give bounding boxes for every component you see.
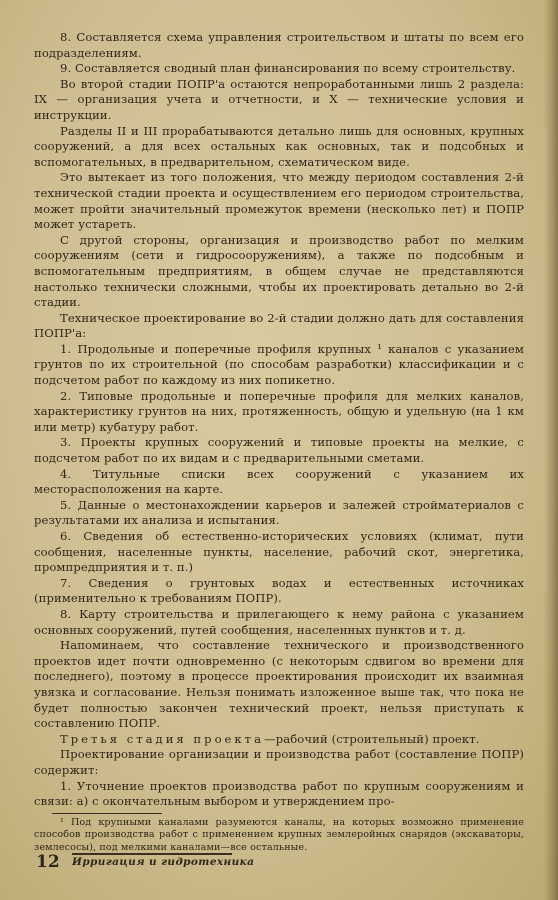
page-footer <box>36 852 516 876</box>
body-text <box>34 30 524 854</box>
footnote-text: ¹ Под крупными каналами разумеются каналы, на которых возможно применение способов производства работ с применением крупных землеройных снарядов (экскаваторы, землесосы), под мелкими каналами—все остальные. <box>34 816 524 853</box>
footnote <box>34 817 524 854</box>
list-item: 1. Продольные и поперечные профиля крупных ¹ каналов с указанием грунтов по их строительной (по способам разработки) классификации и с подсчетом работ по каждому из них попикетно. <box>34 341 524 388</box>
list-item: 7. Сведения о грунтовых водах и естественных источниках (применительно к требованиям ПОПР). <box>34 575 524 606</box>
paragraph: Разделы II и III прорабатываются детально лишь для основных, крупных сооружений, а для всех остальных как основных, так и подсобных и вспомогательных, в предварительном, схематическом виде. <box>34 123 524 169</box>
paragraph: Это вытекает из того положения, что между периодом составления 2-й технической стадии проекта и осуществлением его периодом строительства, может пройти значительный промежуток времени (несколько лет) и ПОПР может устареть. <box>34 170 524 232</box>
list-item: 3. Проекты крупных сооружений и типовые проекты на мелкие, с подсчетом работ по их видам и с предварительными сметами. <box>34 435 524 466</box>
section-heading <box>34 732 524 748</box>
list-item: 8. Карту строительства и прилегающего к нему района с указанием основных сооружений, путей сообщения, населенных пунктов и т. д. <box>34 606 524 637</box>
page-edge-shadow <box>544 0 558 900</box>
list-item: 4. Титульные списки всех сооружений с указанием их месторасположения на карте. <box>34 466 524 497</box>
running-title-rule <box>72 853 232 855</box>
list-item: 5. Данные о местонахождении карьеров и залежей стройматериалов с результатами их анализа и испытания. <box>34 497 524 528</box>
stage-heading: Третья стадия проекта <box>60 731 264 746</box>
paragraph: 8. Составляется схема управления строительством и штаты по всем его подразделениям. <box>34 30 524 60</box>
paragraph: Во второй стадии ПОПР'а остаются непроработанными лишь 2 раздела: IX — организация учета и отчетности, и X — технические условия и инструкции. <box>34 76 524 122</box>
paragraph: Техническое проектирование во 2-й стадии должно дать для составления ПОПР'а: <box>34 310 524 341</box>
list-item: 1. Уточнение проектов производства работ по крупным сооружениям и связи: а) с окончательным выбором и утверждением про- <box>34 778 524 809</box>
running-title: Ирригация и гидротехника <box>72 856 255 868</box>
paragraph: Напоминаем, что составление технического и производственного проектов идет почти одновременно (с некоторым сдвигом во времени для последнего), поэтому в процессе проектирования происходит их взаимная увязка и согласование. Нельзя понимать изложенное выше так, что пока не будет полностью закончен технический проект, нельзя приступать к составлению ПОПР. <box>34 638 524 731</box>
list-item: 2. Типовые продольные и поперечные профиля для мелких каналов, характеристику грунтов на них, протяженность, общую и удельную (на 1 км или метр) кубатуру работ. <box>34 388 524 434</box>
list-item: 6. Сведения об естественно-исторических условиях (климат, пути сообщения, населенные пункты, население, рабочий скот, энергетика, промпредприятия и т. п.) <box>34 529 524 575</box>
paragraph: С другой стороны, организация и производство работ по мелким сооружениям (сети и гидросооружениям), а также по подсобным и вспомогательным предприятиям, в общем случае не представляются настолько технически сложными, чтобы их проектировать детально во 2-й стадии. <box>34 232 524 310</box>
paragraph: Проектирование организации и производства работ (составление ПОПР) содержит: <box>34 747 524 777</box>
paragraph: 9. Составляется сводный план финансирования по всему строительству. <box>60 61 516 76</box>
stage-heading-rest: —рабочий (строительный) проект. <box>264 731 480 746</box>
page-number: 12 <box>36 852 60 872</box>
footnote-divider <box>52 813 162 814</box>
